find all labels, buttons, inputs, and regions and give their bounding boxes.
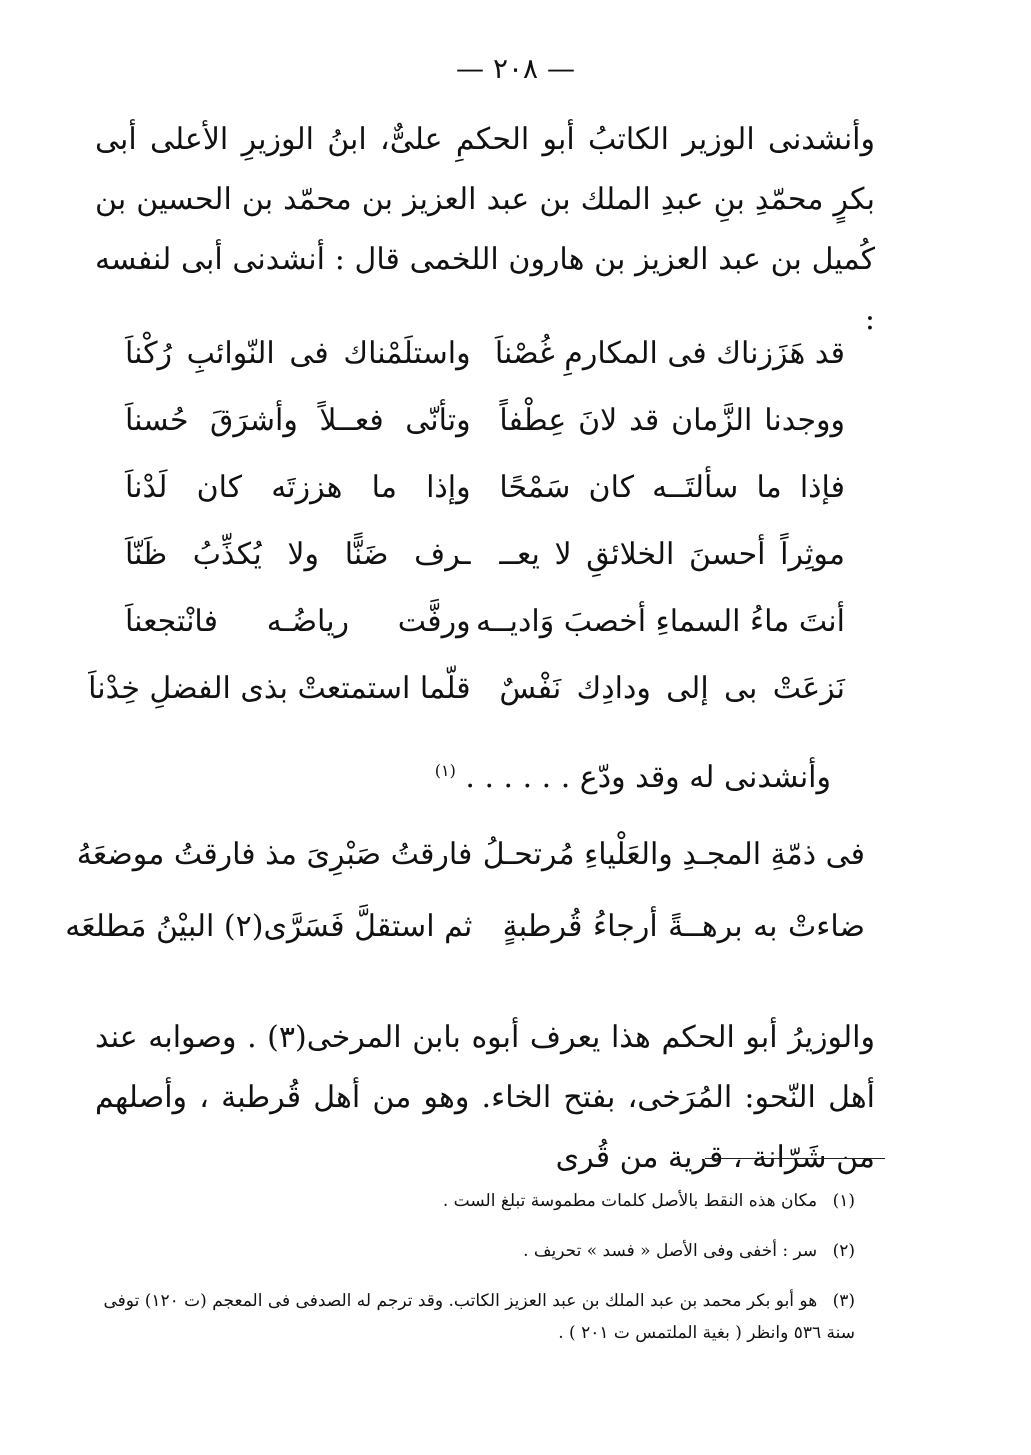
verse-first-hemistich: ثم استقلَّ فَسَرَّى(٢) البيْنُ مَطلعَه [65,908,473,944]
verse [88,655,845,722]
closing-paragraph: والوزيرُ أبو الحكم هذا يعرف أبوه بابن المرخى(٣) . وصوابه عند أهل النّحو: المُرَخى، بفتح الخاء. وهو من أهل قُرطبة ، وأصلهم من شَرّانة ، قرية من قُرى [95,1020,875,1175]
footnote [95,1235,855,1267]
poem-second [65,818,865,962]
footnote-text: هو أبو بكر محمد بن عبد الملك بن عبد العزيز الكاتب. وقد ترجم له الصدفى فى المعجم (ت ١٢٠) توفى سنة ٥٣٦ وانظر ( بغية الملتمس ت ٢٠١ ) . [103,1291,855,1343]
verse-first-hemistich: فإذا ما سألتَــه كان سَمْحًا [499,470,845,505]
footnote-marker: (٣) [832,1291,855,1311]
verse [125,521,845,588]
verse [125,454,845,521]
footnote [95,1185,855,1217]
verse [76,818,865,890]
verse [125,320,845,387]
footnote-marker: (١) [832,1191,855,1211]
verse-second-hemistich: فى ذمّةِ المجـدِ والعَلْياءِ مُرتحـلُ [482,836,865,872]
verse-second-hemistich: وإذا ما هززتَه كان لَدْناَ [125,470,471,505]
verse-first-hemistich: موثِراً أحسنَ الخلائقِ لا يعــ [499,537,845,572]
verse [125,387,845,454]
verse-second-hemistich: وتأنّى فعــلاً وأشرَقَ حُسناَ [125,403,471,438]
verse-second-hemistich: قلّما استمتعتْ بذى الفضلِ خِدْناَ [88,671,471,706]
poem2-intro [435,760,831,795]
verse-second-hemistich: ورفَّت رياضُـه فانْتجعناَ [125,604,471,639]
footnote-text: سر : أخفى وفى الأصل « فسد » تحريف . [523,1241,818,1261]
intro-paragraph: وأنشدنى الوزير الكاتبُ أبو الحكمِ علىٌّ، ابنُ الوزيرِ الأعلى أبى بكرٍ محمّدِ بنِ عبدِ الملك بن عبد العزيز بن محمّد بن الحسين بن كُميل بن عبد العزيز بن هارون اللخمى قال : أنشدنى أبى لنفسه : [95,122,875,337]
poem2-intro-text: وأنشدنى له وقد ودّع . . . . . . [465,760,831,795]
verse-first-hemistich: فارقتُ صَبْرِىَ مذ فارقتُ موضعَهُ [76,836,473,872]
page-number: — ٢٠٨ — [456,52,575,85]
verse-first-hemistich: نَزعَتْ بى إلى ودادِك نَفْسٌ [499,671,845,706]
verse [65,890,865,962]
footnote [95,1285,855,1349]
verse-second-hemistich: ضاءتْ به برهــةً أرجاءُ قُرطبةٍ [502,908,865,944]
verse-second-hemistich: واستلَمْناك فى النّوائبِ رُكْناَ [125,336,471,371]
verse-first-hemistich: قد هَزَزناك فى المكارمِ غُصْناَ [494,336,845,371]
verse-first-hemistich: أنتَ ماءُ السماءِ أخصبَ وَاديــه [476,604,845,639]
verse [125,588,845,655]
footnote-marker-1: (١) [434,761,456,780]
footnote-marker: (٢) [832,1241,855,1261]
footnote-text: مكان هذه النقط بالأصل كلمات مطموسة تبلغ الست . [442,1191,818,1211]
poem-first [88,320,845,722]
footnote-divider [705,1158,885,1159]
footnotes [95,1185,855,1367]
verse-second-hemistich: ـرف ضَنًّا ولا يُكذِّبُ ظَنّاَ [125,537,471,572]
verse-first-hemistich: ووجدنا الزَّمان قد لانَ عِطْفاً [499,403,845,438]
